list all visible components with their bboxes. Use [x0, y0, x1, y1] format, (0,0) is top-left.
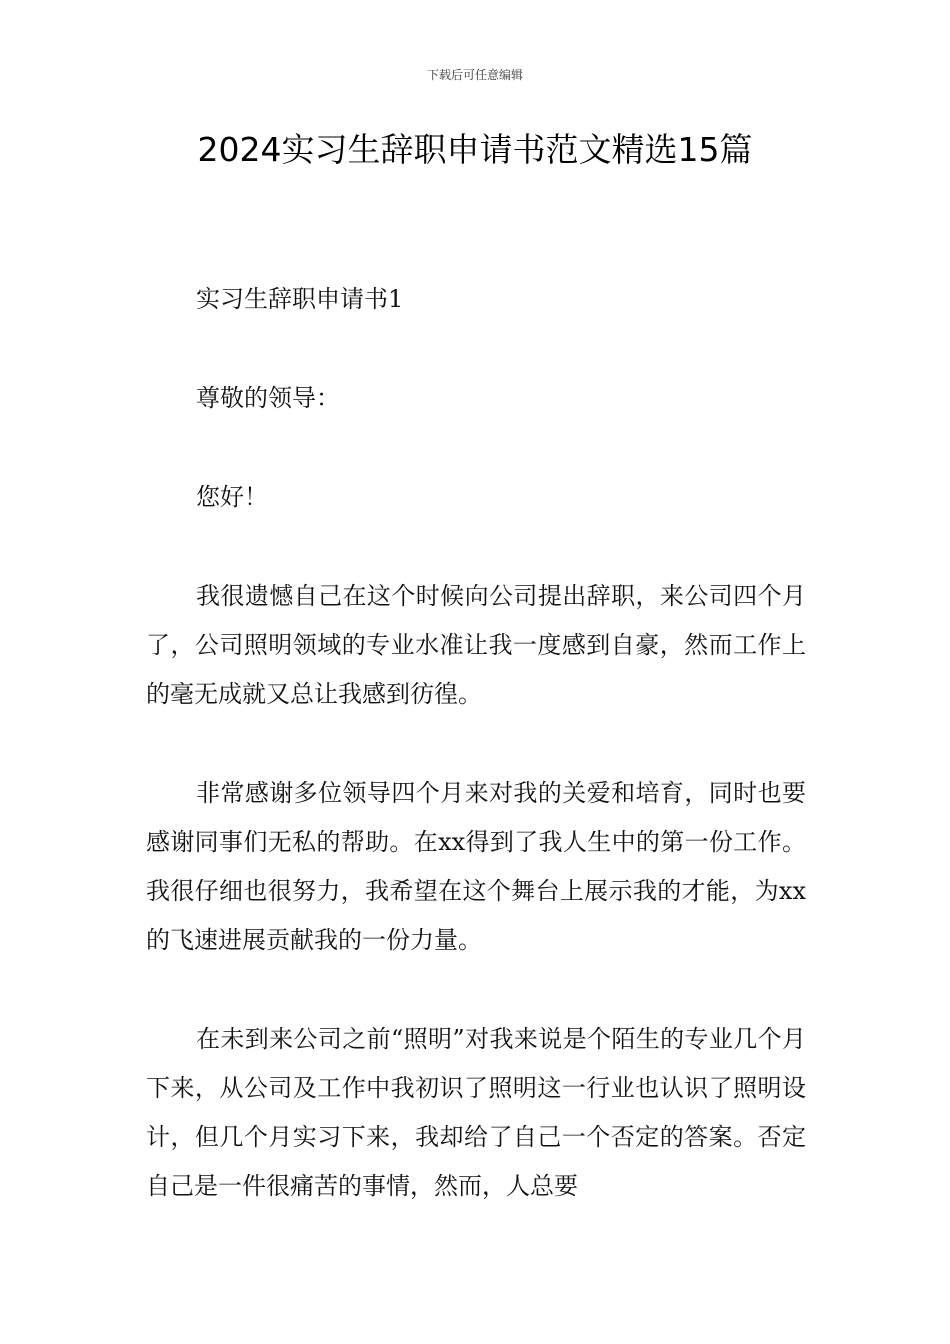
- document-title: 2024实习生辞职申请书范文精选15篇: [197, 130, 753, 169]
- body-paragraph: 我很遗憾自己在这个时候向公司提出辞职，来公司四个月了，公司照明领域的专业水准让我一度感到自豪，然而工作上的毫无成就又总让我感到彷徨。: [146, 582, 806, 708]
- document-body: [146, 275, 806, 1211]
- greeting: 您好！: [196, 483, 268, 511]
- section-heading: 实习生辞职申请书1: [196, 285, 404, 313]
- salutation: 尊敬的领导：: [196, 384, 340, 412]
- body-paragraph: 在未到来公司之前“照明”对我来说是个陌生的专业几个月下来，从公司及工作中我初识了照明这一行业也认识了照明设计，但几个月实习下来，我却给了自己一个否定的答案。否定自己是一件很痛苦的事情，然而，人总要: [146, 1025, 806, 1200]
- body-paragraph: 非常感谢多位领导四个月来对我的关爱和培育，同时也要感谢同事们无私的帮助。在xx得到了我人生中的第一份工作。我很仔细也很努力，我希望在这个舞台上展示我的才能，为xx的飞速进展贡献我的一份力量。: [146, 779, 806, 954]
- header-note: 下载后可任意编辑: [426, 68, 523, 82]
